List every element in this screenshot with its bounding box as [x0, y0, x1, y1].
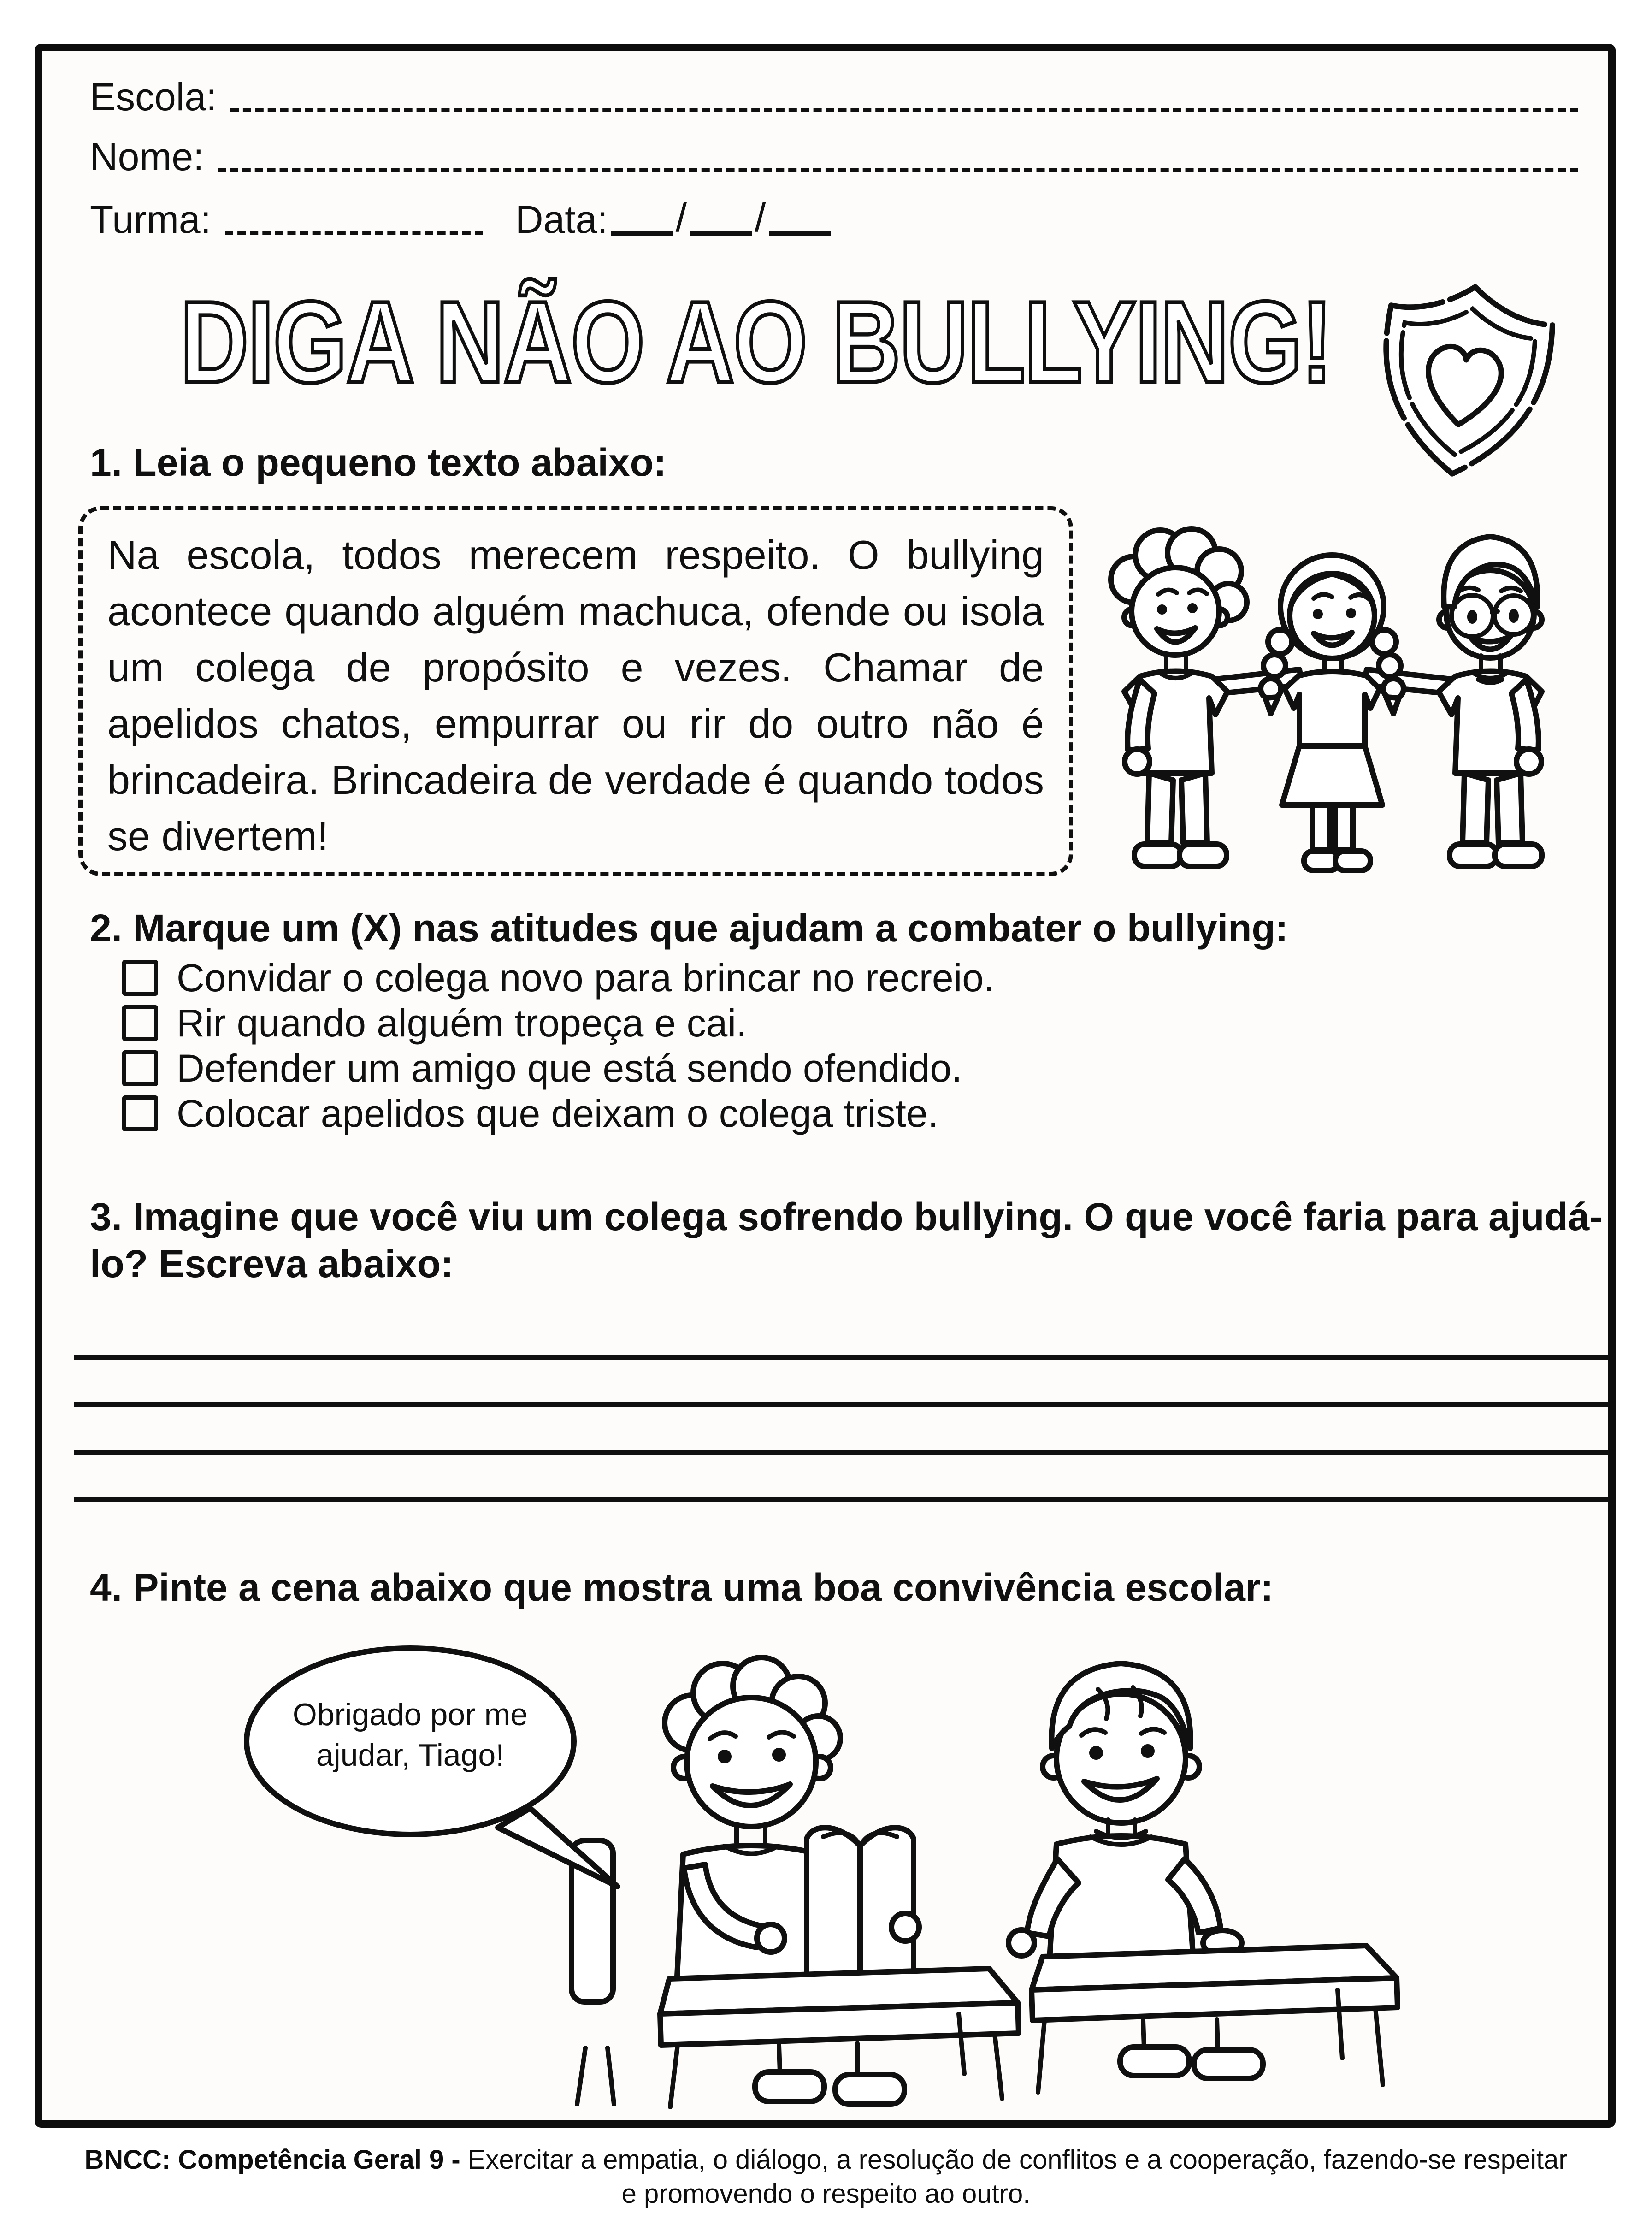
school-field	[90, 77, 1578, 121]
option-checkbox[interactable]	[122, 1005, 158, 1041]
option-checkbox[interactable]	[122, 960, 158, 996]
name-blank-line[interactable]	[218, 164, 1578, 172]
section-1-heading: 1. Leia o pequeno texto abaixo:	[90, 441, 667, 484]
option-checkbox[interactable]	[122, 1095, 158, 1131]
checklist-item	[122, 1091, 1551, 1136]
bncc-footer	[76, 2143, 1576, 2211]
speech-bubble-line-1: Obrigado por me	[292, 1697, 528, 1732]
checklist-item	[122, 1046, 1551, 1091]
class-label: Turma:	[90, 198, 211, 241]
three-children-illustration	[1081, 485, 1581, 893]
page-title: DIGA NÃO AO BULLYING!	[180, 277, 1332, 407]
name-label: Nome:	[90, 135, 204, 178]
speech-bubble-line-2: ajudar, Tiago!	[316, 1738, 505, 1773]
school-blank-line[interactable]	[230, 104, 1578, 112]
checklist-item	[122, 1000, 1551, 1046]
reading-text: Na escola, todos merecem respeito. O bullying acontece quando alguém machuca, ofende ou isola um colega de propósito e vezes. Chamar de apelidos chatos, empurrar ou rir do outro não é brincadeira. Brincadeira de verdade é quando todos se divertem!	[107, 532, 1044, 859]
answer-line[interactable]	[74, 1355, 1609, 1360]
class-blank-line[interactable]	[225, 226, 483, 235]
date-separator: /	[675, 195, 687, 240]
section-3-heading: 3. Imagine que você viu um colega sofrendo bullying. O que você faria para ajudá-lo? Escreva abaixo:	[90, 1195, 1603, 1285]
option-label: Colocar apelidos que deixam o colega triste.	[177, 1091, 938, 1135]
date-day-blank[interactable]	[611, 226, 673, 236]
option-label: Convidar o colega novo para brincar no recreio.	[177, 956, 995, 1000]
section-2-heading: 2. Marque um (X) nas atitudes que ajudam a combater o bullying:	[90, 906, 1288, 950]
answer-line[interactable]	[74, 1497, 1609, 1502]
option-label: Rir quando alguém tropeça e cai.	[177, 1001, 747, 1045]
attitudes-checklist	[122, 955, 1551, 1136]
class-date-field	[90, 197, 1578, 243]
reading-text-box	[78, 506, 1073, 876]
bncc-footer-text: Exercitar a empatia, o diálogo, a resolução de conflitos e a cooperação, fazendo-se respeitar e promovendo o respeito ao outro.	[467, 2145, 1568, 2209]
name-field	[90, 137, 1578, 181]
classroom-help-scene	[180, 1610, 1553, 2115]
checklist-item	[122, 955, 1551, 1000]
bncc-footer-bold: BNCC: Competência Geral 9 -	[84, 2145, 468, 2175]
option-label: Defender um amigo que está sendo ofendido.	[177, 1046, 962, 1090]
answer-line[interactable]	[74, 1402, 1609, 1407]
date-separator: /	[755, 195, 766, 240]
date-month-blank[interactable]	[690, 226, 752, 236]
answer-line[interactable]	[74, 1450, 1609, 1455]
date-label: Data:	[515, 198, 608, 241]
section-4-heading: 4. Pinte a cena abaixo que mostra uma boa convivência escolar:	[90, 1566, 1274, 1609]
option-checkbox[interactable]	[122, 1050, 158, 1086]
shield-heart-icon	[1356, 273, 1572, 493]
date-year-blank[interactable]	[769, 226, 831, 236]
school-label: Escola:	[90, 75, 217, 118]
